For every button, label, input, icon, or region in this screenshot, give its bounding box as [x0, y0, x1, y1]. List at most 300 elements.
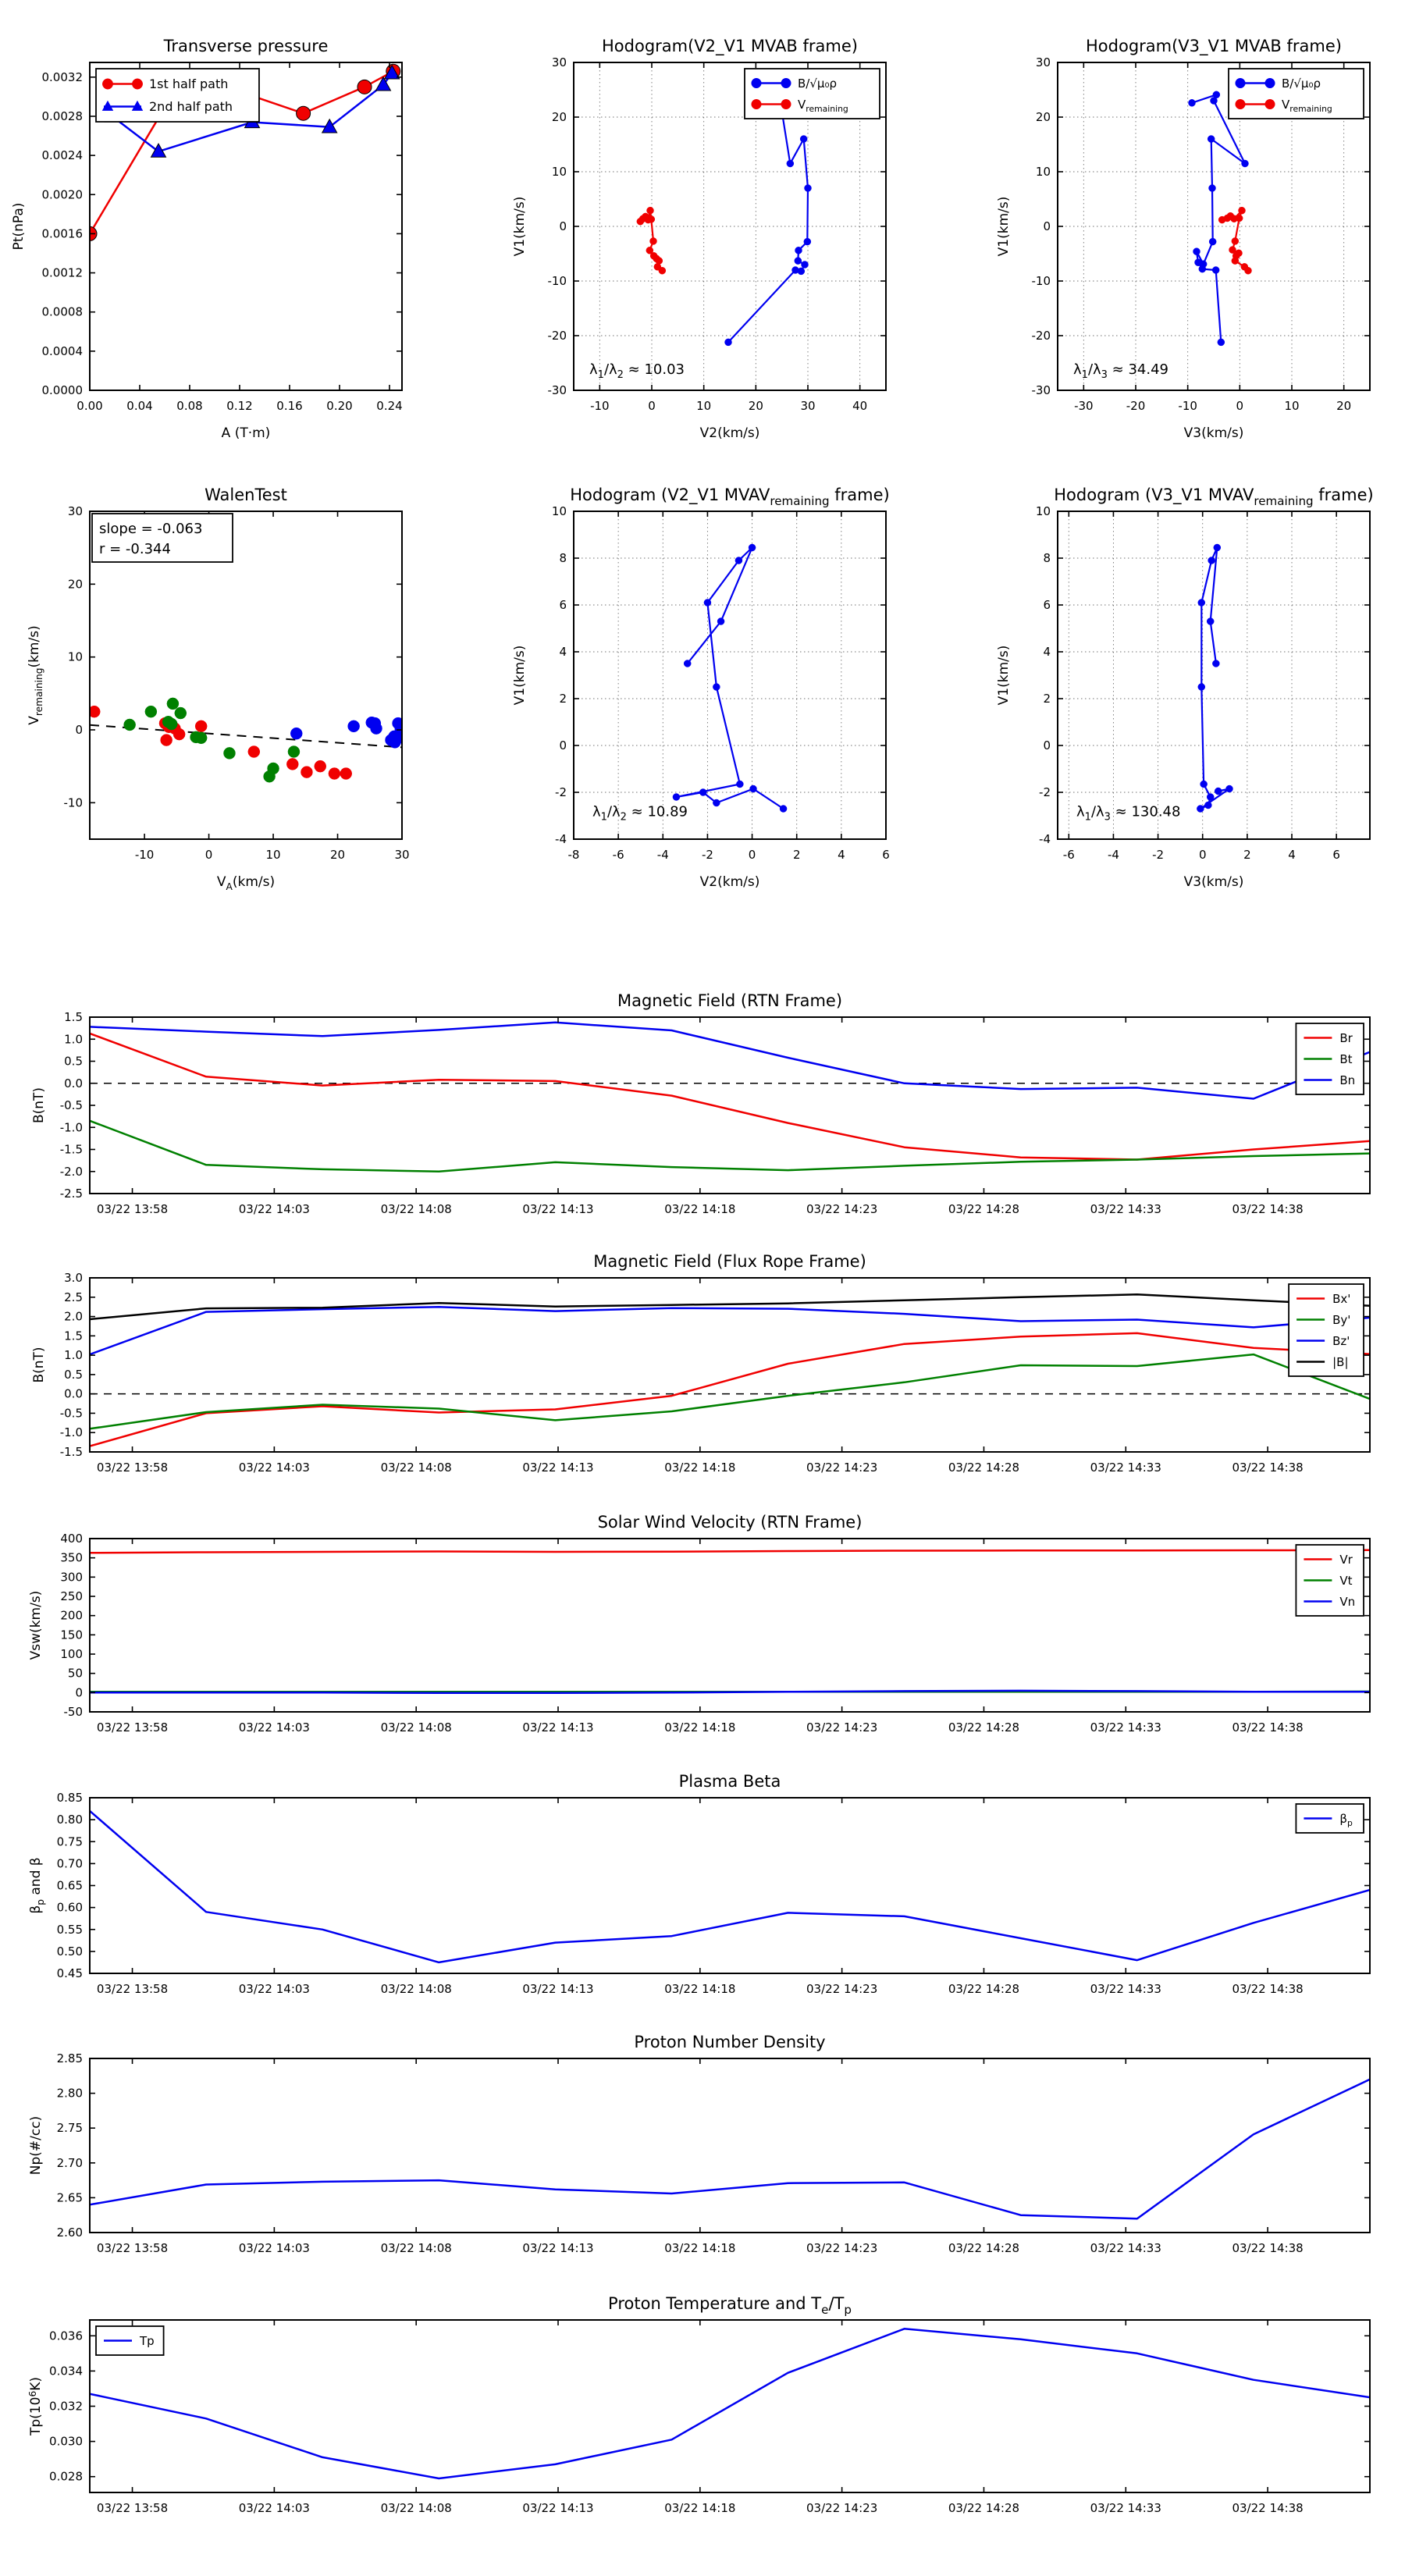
data-marker [752, 99, 762, 109]
x-tick-label: 03/22 13:58 [96, 1720, 169, 1735]
x-tick-label: -2 [701, 848, 713, 862]
panel-tp [27, 2294, 1370, 2515]
y-tick-label: 2.0 [64, 1309, 83, 1324]
y-tick-label: 4 [559, 645, 567, 659]
y-tick-label: 50 [67, 1666, 83, 1681]
x-tick-label: 03/22 13:58 [96, 1202, 169, 1216]
y-tick-label: 0.0004 [41, 343, 83, 358]
y-tick-label: 0 [75, 723, 83, 737]
data-marker [1193, 248, 1200, 255]
panel-title: Hodogram (V2_V1 $MVAV_{remaining}$ frame) [570, 486, 890, 508]
y-tick-label: -1.5 [59, 1142, 83, 1157]
data-marker [781, 78, 791, 88]
y-tick-label: 0.75 [56, 1834, 83, 1849]
y-tick-label: 10 [551, 165, 567, 179]
data-marker [787, 160, 794, 167]
data-marker [1215, 788, 1222, 795]
y-tick-label: 0.028 [49, 2469, 83, 2484]
y-tick-label: 350 [60, 1550, 83, 1565]
x-tick-label: 03/22 14:33 [1090, 2501, 1161, 2515]
y-tick-label: 3.0 [64, 1271, 83, 1285]
x-tick-label: 03/22 14:28 [948, 1982, 1020, 1996]
data-marker [102, 79, 112, 89]
x-tick-label: 03/22 14:13 [522, 1720, 594, 1735]
y-tick-label: 100 [60, 1647, 83, 1661]
x-tick-label: 03/22 14:28 [948, 2241, 1020, 2255]
data-marker [780, 806, 787, 813]
y-tick-label: 0.030 [49, 2434, 83, 2449]
y-tick-label: -1.5 [59, 1445, 83, 1459]
x-tick-label: 0 [205, 848, 213, 862]
y-tick-label: 0.0008 [41, 304, 83, 319]
data-marker [1232, 258, 1239, 265]
data-marker [749, 544, 756, 551]
x-tick-label: 0.16 [276, 399, 303, 413]
panel-hodogram_v3v1_mvav [996, 486, 1374, 890]
x-tick-label: 20 [329, 848, 346, 862]
data-marker [725, 339, 732, 346]
y-tick-label: -0.5 [59, 1406, 83, 1421]
y-tick-label: 0.50 [56, 1944, 83, 1959]
x-tick-label: -6 [612, 848, 624, 862]
panel-title: Hodogram (V3_V1 $MVAV_{remaining}$ frame) [1054, 486, 1374, 508]
x-tick-label: 03/22 14:03 [238, 1720, 310, 1735]
data-marker [795, 247, 802, 254]
y-tick-label: 0.0016 [41, 226, 83, 241]
x-tick-label: 03/22 14:38 [1232, 1461, 1304, 1475]
data-marker [1209, 238, 1216, 245]
x-tick-label: 03/22 14:03 [238, 1202, 310, 1216]
panel-b_fluxrope [31, 1252, 1370, 1475]
data-marker [752, 78, 762, 88]
data-marker [1212, 660, 1219, 667]
x-tick-label: 4 [838, 848, 845, 862]
x-tick-label: 03/22 14:18 [664, 2241, 736, 2255]
y-tick-label: 0.0032 [41, 69, 83, 84]
series-Bn [90, 1023, 1370, 1099]
y-tick-label: 1.5 [64, 1010, 83, 1024]
legend-label: B/√μ₀ρ [798, 76, 837, 91]
x-tick-label: -4 [656, 848, 669, 862]
x-tick-label: -20 [1126, 399, 1146, 413]
series-Np [90, 2080, 1370, 2218]
y-tick-label: 0.0028 [41, 109, 83, 123]
panel-title: Solar Wind Velocity (RTN Frame) [597, 1513, 863, 1532]
x-tick-label: 03/22 14:33 [1090, 1202, 1161, 1216]
data-marker [371, 723, 382, 735]
series-b-path [728, 94, 808, 342]
y-axis-label: Pt(nPa) [11, 202, 27, 251]
panel-title: Proton Temperature and $T_e/T_p$ [608, 2294, 852, 2317]
x-tick-label: 03/22 14:28 [948, 1461, 1020, 1475]
y-tick-label: 2.60 [56, 2226, 83, 2240]
data-marker [1265, 78, 1275, 88]
x-tick-label: 03/22 14:03 [238, 1461, 310, 1475]
y-tick-label: 0.0000 [41, 383, 83, 397]
legend-label: Vr [1339, 1552, 1353, 1567]
data-marker [659, 267, 666, 274]
y-tick-label: 8 [1043, 551, 1051, 565]
y-tick-label: -0.5 [59, 1098, 83, 1112]
data-marker [1213, 91, 1220, 98]
data-marker [1212, 267, 1219, 274]
data-marker [1209, 185, 1216, 192]
x-tick-label: 03/22 13:58 [96, 1461, 169, 1475]
legend-label: 1st half path [149, 76, 229, 92]
x-tick-label: 03/22 14:23 [806, 1720, 878, 1735]
x-tick-label: -4 [1107, 848, 1119, 862]
x-tick-label: 03/22 14:38 [1232, 1982, 1304, 1996]
y-tick-label: 300 [60, 1570, 83, 1585]
x-tick-label: 03/22 14:08 [380, 1720, 452, 1735]
y-tick-label: 20 [1035, 110, 1051, 124]
series-Bx-prime [90, 1333, 1370, 1446]
x-tick-label: 03/22 14:23 [806, 1982, 878, 1996]
y-tick-label: -2 [1039, 785, 1051, 799]
x-tick-label: -10 [134, 848, 155, 862]
data-marker [713, 684, 720, 691]
axes-box [574, 511, 886, 839]
x-axis-label: V2(km/s) [699, 874, 760, 890]
y-tick-label: 0.70 [56, 1856, 83, 1871]
y-tick-label: 30 [551, 55, 567, 69]
y-axis-label: B(nT) [31, 1087, 47, 1124]
axes-box [90, 1539, 1370, 1712]
axes-box [90, 2058, 1370, 2233]
y-tick-label: 2.65 [56, 2190, 83, 2205]
x-tick-label: 03/22 14:18 [664, 1982, 736, 1996]
y-axis-label: Vsw(km/s) [28, 1590, 44, 1660]
panel-title: Hodogram(V2_V1 MVAB frame) [602, 37, 858, 55]
x-tick-label: 03/22 14:33 [1090, 2241, 1161, 2255]
x-tick-label: 03/22 14:33 [1090, 1982, 1161, 1996]
legend-label: 2nd half path [149, 99, 233, 115]
y-tick-label: 200 [60, 1608, 83, 1623]
y-tick-label: 0.80 [56, 1813, 83, 1827]
data-marker [1214, 544, 1221, 551]
y-tick-label: 2.5 [64, 1290, 83, 1304]
data-marker [290, 728, 302, 739]
data-marker [1236, 215, 1243, 222]
x-tick-label: 0 [748, 848, 756, 862]
x-tick-label: 03/22 14:38 [1232, 2501, 1304, 2515]
info-box-line: r = -0.344 [99, 541, 171, 557]
annotation: $\lambda_1/\lambda_3 \approx 130.48$ [1076, 803, 1181, 824]
data-marker [699, 789, 706, 796]
y-tick-label: -2.0 [59, 1164, 83, 1179]
data-marker [297, 106, 311, 120]
panel-walen_test [27, 486, 410, 892]
x-tick-label: 03/22 14:08 [380, 2241, 452, 2255]
legend-label: Tp [140, 2333, 155, 2348]
y-tick-label: 0 [559, 219, 567, 233]
data-marker [750, 785, 757, 792]
y-tick-label: 0.0 [64, 1386, 83, 1401]
series-By-prime [90, 1354, 1370, 1429]
panel-hodogram_v2v1_mvav [512, 486, 890, 890]
data-marker [301, 767, 312, 778]
data-marker [195, 732, 207, 744]
legend-label: |B| [1332, 1354, 1349, 1369]
data-marker [1232, 237, 1239, 244]
x-tick-label: 03/22 14:18 [664, 2501, 736, 2515]
y-tick-label: 30 [67, 504, 83, 518]
y-tick-label: 0 [75, 1685, 83, 1700]
x-tick-label: 03/22 14:08 [380, 1461, 452, 1475]
x-tick-label: 03/22 14:18 [664, 1720, 736, 1735]
y-tick-label: 4 [1043, 645, 1051, 659]
x-tick-label: 03/22 14:33 [1090, 1461, 1161, 1475]
data-marker [124, 719, 136, 731]
data-marker [161, 735, 173, 746]
data-marker [1207, 618, 1214, 625]
data-marker [650, 237, 657, 244]
y-tick-label: 30 [1035, 55, 1051, 69]
data-marker [1200, 781, 1208, 788]
series-Bz-prime [90, 1307, 1370, 1354]
legend-label: Bt [1339, 1051, 1353, 1066]
legend-label: By' [1332, 1312, 1351, 1327]
data-marker [145, 706, 157, 717]
y-tick-label: -2.5 [59, 1187, 83, 1201]
y-tick-label: -30 [547, 383, 567, 397]
data-marker [173, 728, 185, 740]
x-axis-label: A (T·m) [221, 425, 271, 441]
x-tick-label: 03/22 14:18 [664, 1461, 736, 1475]
x-axis-label: V3(km/s) [1183, 425, 1244, 441]
x-tick-label: 03/22 14:38 [1232, 2241, 1304, 2255]
panel-vsw [28, 1513, 1370, 1735]
data-marker [1239, 207, 1246, 214]
data-marker [1208, 557, 1215, 564]
series-v-path [1200, 548, 1229, 809]
x-tick-label: 03/22 14:23 [806, 1461, 878, 1475]
x-tick-label: 20 [748, 399, 763, 413]
data-marker [167, 698, 179, 710]
y-tick-label: 0.55 [56, 1922, 83, 1937]
y-axis-label: $\beta_p$ and β [28, 1857, 46, 1914]
y-tick-label: 0.45 [56, 1966, 83, 1980]
y-tick-label: 250 [60, 1589, 83, 1603]
panel-title: Transverse pressure [163, 37, 329, 55]
y-axis-label: V1(km/s) [996, 196, 1012, 257]
data-marker [795, 258, 802, 265]
y-tick-label: 8 [559, 551, 567, 565]
x-tick-label: 0 [1236, 399, 1244, 413]
x-tick-label: 03/22 13:58 [96, 2501, 169, 2515]
x-tick-label: 03/22 13:58 [96, 1982, 169, 1996]
data-marker [288, 746, 300, 758]
y-tick-label: 20 [551, 110, 567, 124]
data-marker [1200, 261, 1207, 268]
x-tick-label: -8 [567, 848, 580, 862]
x-axis-label: V2(km/s) [699, 425, 760, 441]
data-marker [1204, 802, 1211, 809]
panel-title: Hodogram(V3_V1 MVAB frame) [1086, 37, 1342, 55]
y-axis-label: B(nT) [31, 1347, 47, 1383]
x-tick-label: 0.08 [176, 399, 203, 413]
y-tick-label: 0.036 [49, 2329, 83, 2343]
x-tick-label: -10 [590, 399, 610, 413]
y-tick-label: 2.80 [56, 2086, 83, 2101]
data-marker [165, 718, 177, 730]
data-marker [704, 600, 711, 607]
panel-title: Proton Number Density [634, 2033, 826, 2051]
y-tick-label: 2 [1043, 692, 1051, 706]
y-tick-label: -10 [1031, 274, 1051, 288]
series-Bt [90, 1121, 1370, 1172]
data-marker [248, 746, 260, 758]
panel-title: WalenTest [205, 486, 287, 504]
data-marker [1208, 136, 1215, 143]
x-tick-label: 0 [1198, 848, 1207, 862]
annotation: $\lambda_1/\lambda_3 \approx 34.49$ [1073, 361, 1168, 381]
x-tick-label: -30 [1074, 399, 1094, 413]
x-tick-label: 03/22 14:03 [238, 2241, 310, 2255]
x-tick-label: 03/22 14:23 [806, 2501, 878, 2515]
data-marker [348, 720, 360, 732]
panel-title: Magnetic Field (RTN Frame) [617, 991, 843, 1010]
series-Tp [90, 2329, 1370, 2478]
data-marker [802, 262, 809, 269]
x-tick-label: 03/22 14:13 [522, 1982, 594, 1996]
x-axis-label: V3(km/s) [1183, 874, 1244, 890]
data-marker [648, 215, 655, 222]
y-tick-label: -30 [1031, 383, 1051, 397]
legend-label: $V_{remaining}$ [1282, 97, 1332, 114]
data-marker [717, 618, 724, 625]
x-tick-label: 0.24 [376, 399, 403, 413]
y-axis-label: V1(km/s) [512, 196, 528, 257]
data-marker [684, 660, 691, 667]
x-tick-label: 03/22 14:38 [1232, 1202, 1304, 1216]
y-tick-label: -20 [1031, 329, 1051, 343]
data-marker [781, 99, 791, 109]
data-marker [268, 763, 279, 774]
data-marker [1207, 794, 1214, 801]
data-marker [340, 768, 352, 780]
x-tick-label: 2 [1243, 848, 1251, 862]
y-axis-label: V1(km/s) [996, 645, 1012, 706]
panel-hodogram_v3v1_mvab [996, 37, 1370, 441]
data-marker [195, 720, 207, 732]
y-axis-label: V1(km/s) [512, 645, 528, 706]
y-tick-label: 6 [559, 598, 567, 612]
data-marker [735, 557, 742, 564]
legend-label: B/√μ₀ρ [1282, 76, 1321, 91]
legend-label: Vn [1339, 1594, 1356, 1609]
series-Vr [90, 1550, 1370, 1553]
panel-transverse_pressure [11, 37, 403, 441]
y-tick-label: 0.5 [64, 1367, 83, 1382]
y-tick-label: -1.0 [59, 1120, 83, 1135]
legend-label: Vt [1339, 1573, 1353, 1588]
x-tick-label: 2 [792, 848, 801, 862]
data-marker [673, 794, 680, 801]
y-tick-label: 2.85 [56, 2051, 83, 2065]
data-marker [1236, 78, 1246, 88]
x-tick-label: 03/22 14:38 [1232, 1720, 1304, 1735]
y-axis-label: $V_{remaining}(km/s)$ [27, 625, 44, 725]
legend-label: $V_{remaining}$ [798, 97, 848, 114]
x-tick-label: 0 [648, 399, 656, 413]
series-Br [90, 1034, 1370, 1160]
data-marker [175, 707, 187, 719]
data-marker [800, 136, 807, 143]
x-tick-label: 03/22 14:33 [1090, 1720, 1161, 1735]
x-tick-label: 6 [882, 848, 890, 862]
x-tick-label: 0.12 [226, 399, 253, 413]
x-tick-label: 03/22 14:28 [948, 2501, 1020, 2515]
y-tick-label: 1.0 [64, 1032, 83, 1047]
annotation: $\lambda_1/\lambda_2 \approx 10.03$ [589, 361, 685, 381]
y-tick-label: 0.0012 [41, 265, 83, 280]
data-marker [223, 747, 235, 759]
y-tick-label: 6 [1043, 598, 1051, 612]
y-tick-label: 0.0 [64, 1076, 83, 1091]
series-v-path [676, 548, 783, 809]
y-tick-label: -4 [555, 832, 567, 846]
y-tick-label: 400 [60, 1532, 83, 1546]
x-tick-label: 03/22 14:08 [380, 1982, 452, 1996]
y-tick-label: 0.034 [49, 2364, 83, 2379]
y-tick-label: 10 [67, 649, 83, 664]
y-tick-label: 0.65 [56, 1878, 83, 1893]
y-tick-label: 0.032 [49, 2399, 83, 2414]
panel-beta [28, 1772, 1370, 1996]
data-marker [1218, 339, 1225, 346]
y-tick-label: 2.75 [56, 2121, 83, 2136]
data-marker [286, 758, 298, 770]
data-marker [1229, 247, 1236, 254]
panel-title: Magnetic Field (Flux Rope Frame) [593, 1252, 866, 1271]
x-tick-label: 0.20 [326, 399, 353, 413]
y-tick-label: -10 [547, 274, 567, 288]
x-tick-label: 03/22 14:03 [238, 1982, 310, 1996]
legend-label: Br [1339, 1030, 1353, 1045]
data-marker [804, 238, 811, 245]
y-tick-label: -2 [555, 785, 567, 799]
annotation: $\lambda_1/\lambda_2 \approx 10.89$ [592, 803, 688, 824]
legend-label: Bz' [1332, 1333, 1350, 1348]
x-tick-label: 0.00 [76, 399, 103, 413]
data-marker [713, 799, 720, 806]
y-tick-label: 0 [1043, 219, 1051, 233]
y-tick-label: 10 [1035, 165, 1051, 179]
x-tick-label: 03/22 14:13 [522, 2501, 594, 2515]
y-axis-label: Np(#/cc) [28, 2115, 44, 2176]
x-tick-label: 03/22 14:13 [522, 1461, 594, 1475]
y-tick-label: -1.0 [59, 1425, 83, 1440]
legend-label: $\beta_p$ [1339, 1811, 1353, 1828]
y-tick-label: 2 [559, 692, 567, 706]
series-B-magnitude [90, 1291, 1370, 1319]
x-tick-label: 4 [1288, 848, 1296, 862]
y-tick-label: 0 [559, 738, 567, 753]
y-tick-label: 10 [551, 504, 567, 518]
x-tick-label: 03/22 14:08 [380, 2501, 452, 2515]
y-tick-label: 0.85 [56, 1791, 83, 1805]
data-marker [315, 760, 326, 772]
x-tick-label: -2 [1152, 848, 1165, 862]
data-marker [1245, 267, 1252, 274]
x-tick-label: 03/22 14:23 [806, 2241, 878, 2255]
x-tick-label: 20 [1336, 399, 1352, 413]
x-tick-label: 6 [1332, 848, 1340, 862]
x-tick-label: 30 [800, 399, 816, 413]
x-tick-label: 03/22 14:18 [664, 1202, 736, 1216]
data-marker [736, 781, 743, 788]
